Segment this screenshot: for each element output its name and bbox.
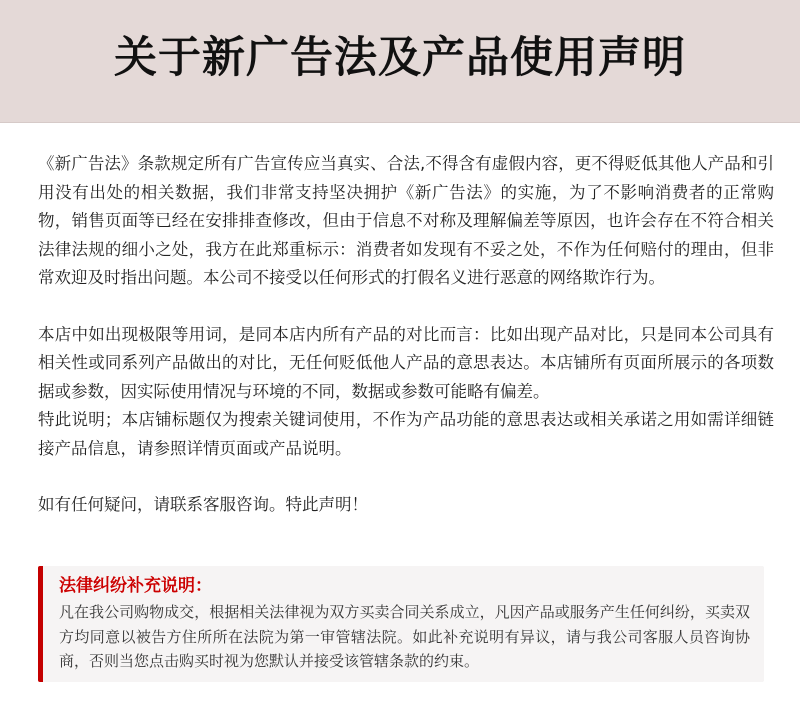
page-title: 关于新广告法及产品使用声明 (114, 33, 686, 83)
legal-dispute-title: 法律纠纷补充说明： (59, 576, 212, 596)
statement-paragraph-ad-law: 《新广告法》条款规定所有广告宣传应当真实、合法,不得含有虚假内容，更不得贬低其他人产品和引用没有出处的相关数据，我们非常支持坚决拥护《新广告法》的实施，为了不影响消费者的正常购物，销售页面等已经在安排排查修改，但由于信息不对称及理解偏差等原因，也许会存在不符合相关法律法规的细小之处，我方在此郑重标示：消费者如发现有不妥之处，不作为任何赔付的理由，但非常欢迎及时指出问题。本公司不接受以任何形式的打假名义进行恶意的网络欺诈行为。 (38, 154, 774, 287)
legal-dispute-body: 凡在我公司购物成交，根据相关法律视为双方买卖合同关系成立，凡因产品或服务产生任何纠纷，买卖双方均同意以被告方住所所在法院为第一审管辖法院。如此补充说明有异议，请与我公司客服人员咨询协商，否则当您点击购买时视为您默认并接受该管辖条款的约束。 (59, 603, 750, 670)
statement-paragraph-title-keywords: 特此说明；本店铺标题仅为搜索关键词使用，不作为产品功能的意思表达或相关承诺之用如需详细链接产品信息，请参照详情页面或产品说明。 (38, 410, 774, 458)
header-banner (0, 0, 800, 123)
legal-dispute-notice (38, 566, 764, 682)
statement-content (38, 150, 774, 520)
statement-paragraph-contact: 如有任何疑问，请联系客服咨询。特此声明！ (38, 495, 368, 514)
statement-paragraph-comparison: 本店中如出现极限等用词，是同本店内所有产品的对比而言：比如出现产品对比，只是同本公司具有相关性或同系列产品做出的对比，无任何贬低他人产品的意思表达。本店铺所有页面所展示的各项数据或参数，因实际使用情况与环境的不同，数据或参数可能略有偏差。 (38, 324, 774, 401)
